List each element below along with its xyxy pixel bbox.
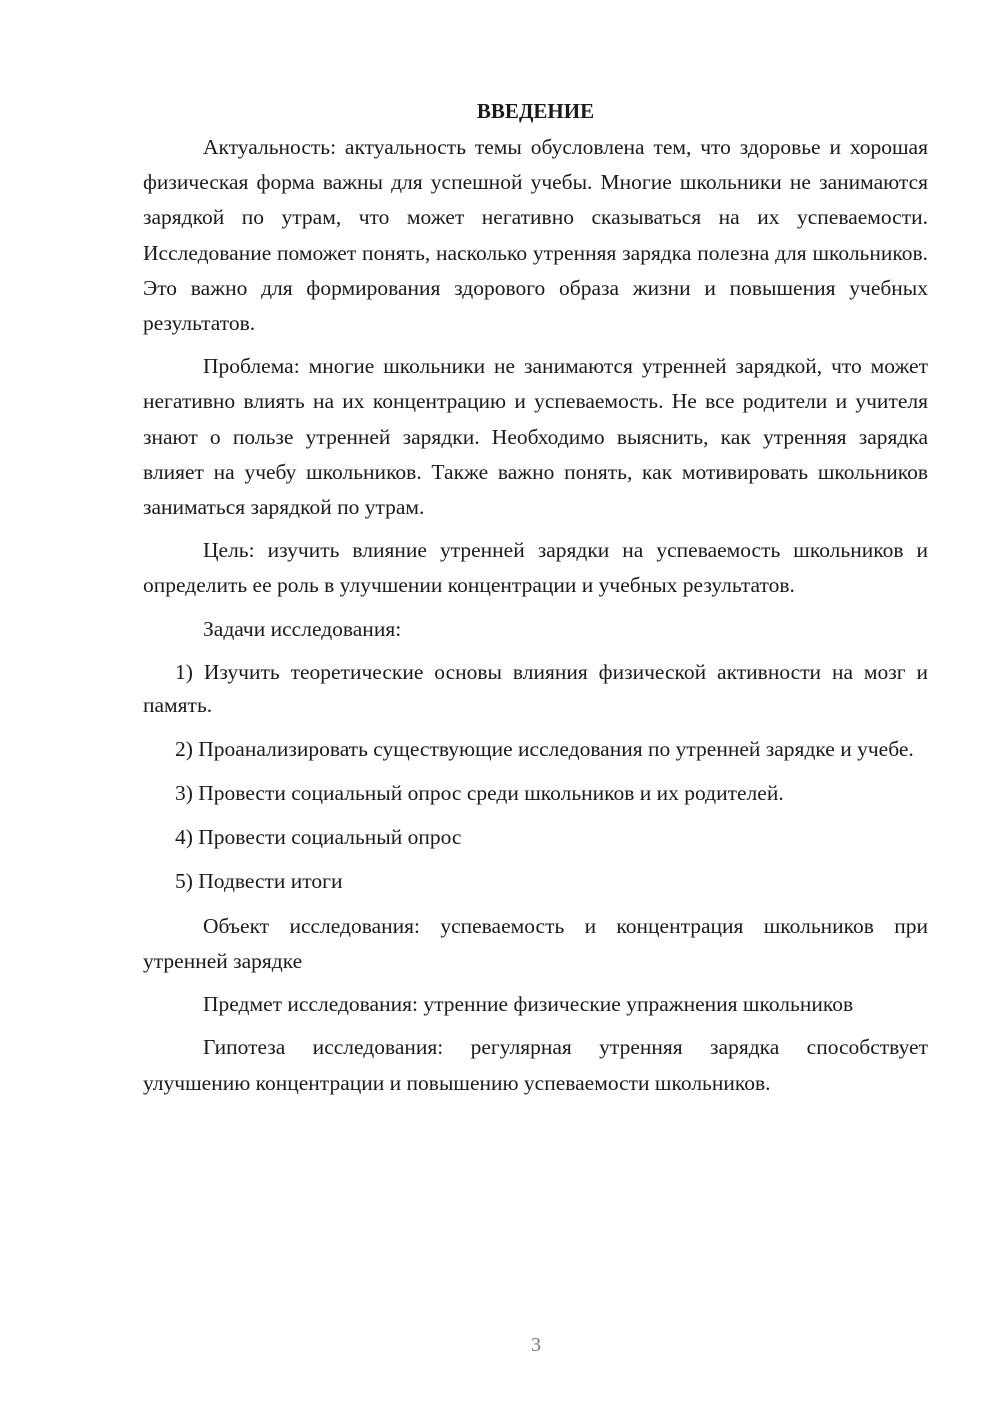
task-item-2: 2) Проанализировать существующие исследования по утренней зарядке и учебе. xyxy=(175,736,914,761)
section-title: ВВЕДЕНИЕ xyxy=(476,99,595,123)
hypothesis-paragraph: Гипотеза исследования: регулярная утренняя зарядка способствует улучшению концентрации и повышению успеваемости школьников. xyxy=(143,1035,928,1095)
tasks-heading: Задачи исследования: xyxy=(203,616,402,641)
page-number: 3 xyxy=(531,1334,541,1356)
relevance-paragraph: Актуальность: актуальность темы обусловлена тем, что здоровье и хорошая физическая форма важны для успешной учебы. Многие школьники не занимаются зарядкой по утрам, что может негативно сказываться на их успеваемости. Исследование поможет понять, насколько утренняя зарядка полезна для школьников. Это важно для формирования здорового образа жизни и повышения учебных результатов. xyxy=(143,135,928,336)
task-item-5: 5) Подвести итоги xyxy=(175,868,343,893)
object-paragraph: Объект исследования: успеваемость и концентрация школьников при утренней зарядке xyxy=(143,913,928,974)
problem-paragraph: Проблема: многие школьники не занимаются утренней зарядкой, что может негативно влиять на их концентрацию и успеваемость. Не все родители и учителя знают о пользе утренней зарядки. Необходимо выяснить, как утренняя зарядка влияет на учебу школьников. Также важно понять, как мотивировать школьников заниматься зарядкой по утрам. xyxy=(143,354,928,520)
task-item-1: 1) Изучить теоретические основы влияния физической активности на мозг и память. xyxy=(143,659,928,717)
task-item-4: 4) Провести социальный опрос xyxy=(175,824,462,849)
goal-paragraph: Цель: изучить влияние утренней зарядки на успеваемость школьников и определить ее роль в улучшении концентрации и учебных результатов. xyxy=(143,538,928,598)
task-item-3: 3) Провести социальный опрос среди школьников и их родителей. xyxy=(175,780,784,805)
subject-paragraph: Предмет исследования: утренние физические упражнения школьников xyxy=(203,992,854,1017)
document-page xyxy=(143,96,928,1109)
